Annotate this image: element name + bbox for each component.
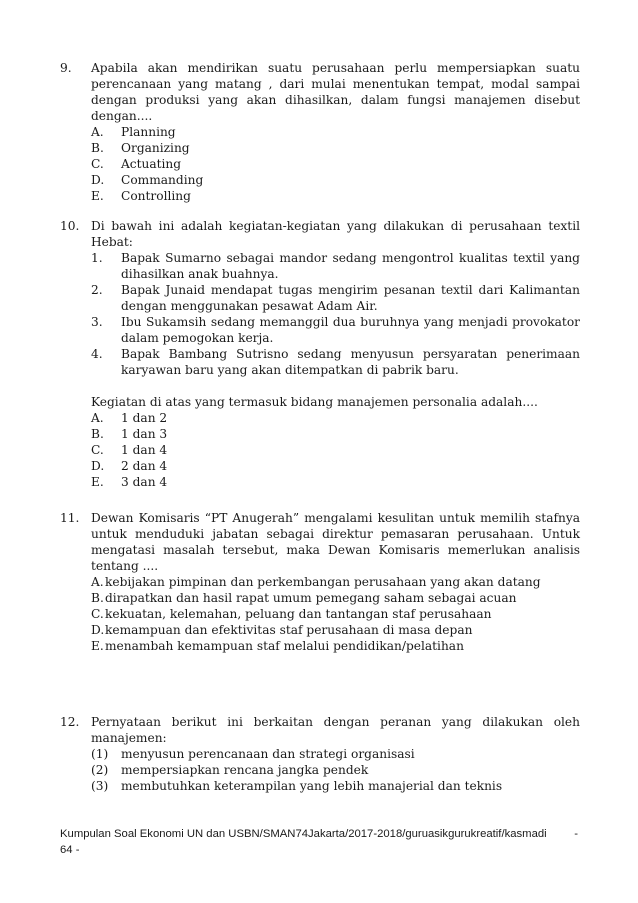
option-a: A. kebijakan pimpinan dan perkembangan perusahaan yang akan datang <box>91 575 541 589</box>
question-number: 12. <box>60 715 80 729</box>
option-b: B. 1 dan 3 <box>91 427 168 441</box>
option-d: D. 2 dan 4 <box>91 459 168 473</box>
page-footer <box>60 826 578 858</box>
option-b: B. dirapatkan dan hasil rapat umum pemegang saham sebagai acuan <box>91 591 517 605</box>
option-d: D. Commanding <box>91 173 204 187</box>
option-c: C. 1 dan 4 <box>91 443 168 457</box>
option-b: B. Organizing <box>91 141 190 155</box>
list-item: 4. Bapak Bambang Sutrisno sedang menyusun persyaratan penerimaan karyawan baru yang akan ditempatkan di pabrik baru. <box>91 347 580 377</box>
question-stem: Dewan Komisaris “PT Anugerah” mengalami kesulitan untuk memilih stafnya untuk menduduki jabatan sebagai direktur pemasaran perusahaan. Untuk mengatasi masalah tersebut, maka Dewan Komisaris memerlukan analisis tentang .... <box>91 511 580 573</box>
list-item: (3) membutuhkan keterampilan yang lebih manajerial dan teknis <box>91 779 503 793</box>
list-item: (1) menyusun perencanaan dan strategi organisasi <box>91 747 415 761</box>
question-11 <box>60 510 580 654</box>
question-prompt: Kegiatan di atas yang termasuk bidang manajemen personalia adalah.... <box>91 395 538 409</box>
question-number: 11. <box>60 511 80 525</box>
question-stem: Pernyataan berikut ini berkaitan dengan peranan yang dilakukan oleh manajemen: <box>91 715 580 745</box>
question-10 <box>60 218 580 490</box>
question-number: 10. <box>60 219 80 233</box>
option-d: D. kemampuan dan efektivitas staf perusahaan di masa depan <box>91 623 473 637</box>
list-item: (2) mempersiapkan rencana jangka pendek <box>91 763 369 777</box>
option-e: E. menambah kemampuan staf melalui pendidikan/pelatihan <box>91 639 464 653</box>
question-stem: Apabila akan mendirikan suatu perusahaan perlu mempersiapkan suatu perencanaan yang matang , dari mulai menentukan tempat, modal sampai dengan produksi yang akan dihasilkan, dalam fungsi manajemen disebut dengan.... <box>91 61 580 123</box>
option-a: A. 1 dan 2 <box>91 411 168 425</box>
option-e: E. Controlling <box>91 189 191 203</box>
option-c: C. Actuating <box>91 157 182 171</box>
question-number: 9. <box>60 61 72 75</box>
list-item: 3. Ibu Sukamsih sedang memanggil dua buruhnya yang menjadi provokator dalam pemogokan kerja. <box>91 315 580 345</box>
option-a: A. Planning <box>91 125 176 139</box>
option-c: C. kekuatan, kelemahan, peluang dan tantangan staf perusahaan <box>91 607 492 621</box>
list-item: 2. Bapak Junaid mendapat tugas mengirim pesanan textil dari Kalimantan dengan menggunakan pesawat Adam Air. <box>91 283 580 313</box>
footer-text: Kumpulan Soal Ekonomi UN dan USBN/SMAN74Jakarta/2017-2018/guruasikgurukreatif/kasmadi <box>60 828 547 840</box>
question-12 <box>60 714 580 794</box>
footer-dash: - <box>574 828 578 840</box>
question-9 <box>60 60 580 204</box>
question-stem: Di bawah ini adalah kegiatan-kegiatan yang dilakukan di perusahaan textil Hebat: <box>91 219 580 249</box>
page-number: 64 - <box>60 844 80 856</box>
option-e: E. 3 dan 4 <box>91 475 168 489</box>
list-item: 1. Bapak Sumarno sebagai mandor sedang mengontrol kualitas textil yang dihasilkan anak buahnya. <box>91 251 580 281</box>
